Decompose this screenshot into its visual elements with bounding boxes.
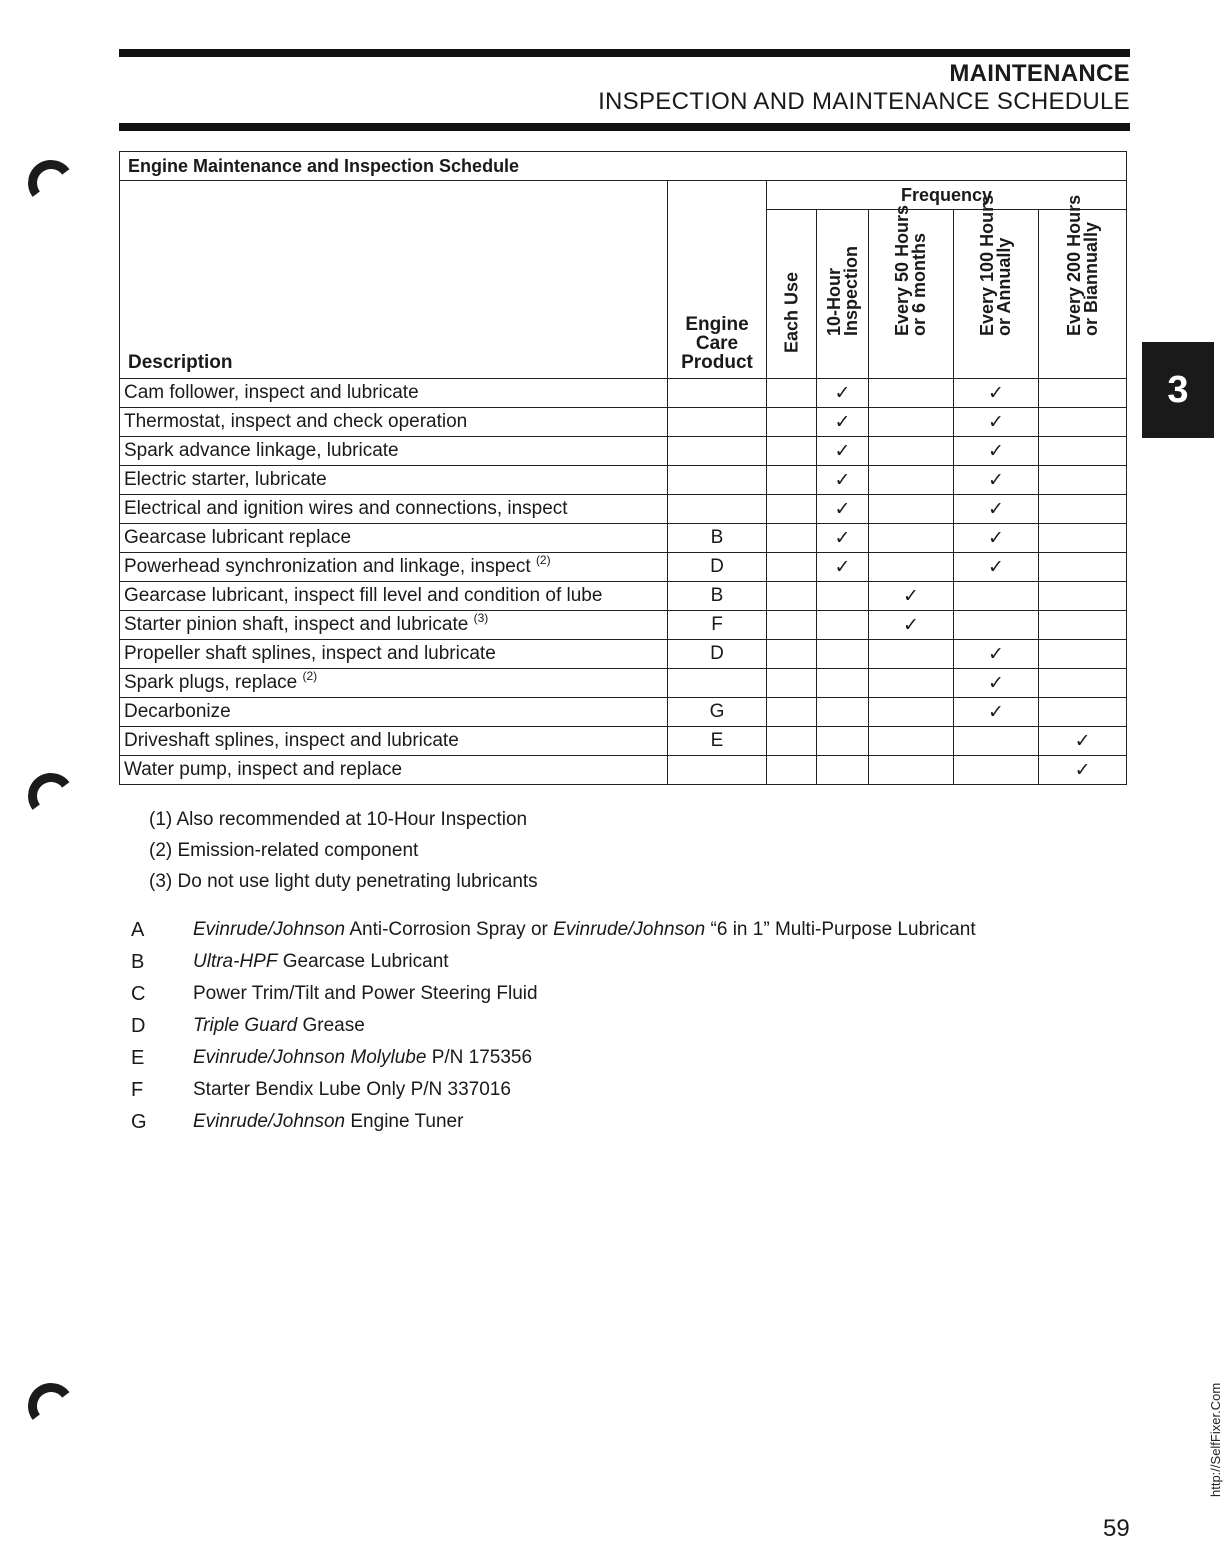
- frequency-label-line: Inspection: [840, 245, 861, 336]
- frequency-header: Frequency: [767, 181, 1127, 210]
- frequency-column-header: [869, 204, 954, 379]
- table-row: [120, 756, 1127, 785]
- schedule-body: [120, 379, 1127, 785]
- row-product: E: [668, 727, 767, 756]
- legend-text: [193, 983, 538, 1005]
- row-product: B: [668, 524, 767, 553]
- empty-cell: [817, 640, 869, 669]
- table-row: [120, 640, 1127, 669]
- empty-cell: [1039, 698, 1127, 727]
- frequency-column-label: [1063, 194, 1101, 336]
- row-description: [120, 437, 668, 466]
- row-description: [120, 408, 668, 437]
- table-row: [120, 466, 1127, 495]
- empty-cell: [1039, 437, 1127, 466]
- binder-hole-icon: [25, 1380, 77, 1432]
- table-row: [120, 379, 1127, 408]
- frequency-label-line: or Annually: [994, 237, 1014, 336]
- description-text: Starter pinion shaft, inspect and lubricate: [124, 614, 469, 635]
- empty-cell: [1039, 611, 1127, 640]
- footnote-ref: (3): [473, 611, 489, 625]
- row-product: [668, 756, 767, 785]
- empty-cell: [817, 611, 869, 640]
- empty-cell: [767, 495, 817, 524]
- empty-cell: [954, 582, 1039, 611]
- legend-item: [131, 978, 976, 1010]
- empty-cell: [767, 669, 817, 698]
- description-text: Electrical and ignition wires and connections, inspect: [124, 498, 568, 519]
- legend-letter: B: [131, 950, 145, 973]
- legend-item: [131, 1042, 976, 1074]
- table-row: [120, 524, 1127, 553]
- check-mark-icon: ✓: [954, 495, 1039, 524]
- empty-cell: [869, 727, 954, 756]
- empty-cell: [869, 466, 954, 495]
- row-description: [120, 553, 668, 582]
- row-description: [120, 756, 668, 785]
- row-product: [668, 408, 767, 437]
- check-mark-icon: ✓: [817, 495, 869, 524]
- table-row: [120, 669, 1127, 698]
- legend-letter: F: [131, 1078, 144, 1101]
- legend-text: [193, 919, 976, 941]
- frequency-column-header: [817, 210, 869, 379]
- empty-cell: [767, 408, 817, 437]
- description-text: Driveshaft splines, inspect and lubricate: [124, 730, 459, 751]
- check-mark-icon: ✓: [817, 553, 869, 582]
- legend-text-part: Anti-Corrosion Spray or: [345, 919, 554, 940]
- frequency-label-line: Every 50 Hours: [892, 204, 912, 336]
- empty-cell: [1039, 524, 1127, 553]
- legend-text: [193, 1111, 463, 1133]
- empty-cell: [817, 756, 869, 785]
- table-row: [120, 727, 1127, 756]
- check-mark-icon: ✓: [869, 582, 954, 611]
- check-mark-icon: ✓: [954, 408, 1039, 437]
- frequency-column-label: [979, 195, 1013, 336]
- footnote: (1) Also recommended at 10-Hour Inspection: [149, 809, 528, 830]
- legend-text-part: Gearcase Lubricant: [277, 951, 449, 972]
- page-number: 59: [1103, 1515, 1130, 1542]
- frequency-column-header: [1039, 194, 1127, 379]
- row-description: [120, 611, 668, 640]
- product-header: [668, 181, 767, 379]
- empty-cell: [1039, 669, 1127, 698]
- check-mark-icon: ✓: [954, 698, 1039, 727]
- check-mark-icon: ✓: [954, 640, 1039, 669]
- footnotes: [149, 804, 538, 897]
- frequency-column-header: [954, 194, 1039, 379]
- maintenance-schedule-table: [119, 151, 1127, 785]
- row-description: [120, 495, 668, 524]
- frequency-label-line: or 6 months: [909, 232, 929, 336]
- legend-item: [131, 914, 976, 946]
- empty-cell: [1039, 408, 1127, 437]
- legend-text-part: Evinrude/Johnson: [193, 919, 346, 940]
- check-mark-icon: ✓: [817, 437, 869, 466]
- table-row: [120, 582, 1127, 611]
- table-row: [120, 408, 1127, 437]
- empty-cell: [869, 669, 954, 698]
- empty-cell: [767, 698, 817, 727]
- legend-letter: A: [131, 918, 145, 941]
- binder-hole-icon: [25, 157, 77, 209]
- empty-cell: [1039, 379, 1127, 408]
- row-product: [668, 495, 767, 524]
- empty-cell: [869, 756, 954, 785]
- legend-item: [131, 946, 976, 978]
- row-description: [120, 379, 668, 408]
- row-description: [120, 524, 668, 553]
- check-mark-icon: ✓: [954, 524, 1039, 553]
- row-product: [668, 437, 767, 466]
- empty-cell: [817, 727, 869, 756]
- description-text: Cam follower, inspect and lubricate: [124, 382, 419, 403]
- footnote: (3) Do not use light duty penetrating lubricants: [149, 871, 538, 892]
- footnote-ref: (2): [302, 669, 318, 683]
- product-header-line: Product: [681, 352, 753, 373]
- description-text: Decarbonize: [124, 701, 231, 722]
- legend-text-part: Triple Guard: [193, 1015, 298, 1036]
- frequency-label-line: Every 200 Hours: [1063, 194, 1084, 336]
- legend-letter: D: [131, 1014, 146, 1037]
- check-mark-icon: ✓: [817, 408, 869, 437]
- empty-cell: [767, 727, 817, 756]
- description-text: Electric starter, lubricate: [124, 469, 327, 490]
- frequency-column-label: [894, 205, 928, 336]
- page-subtitle: INSPECTION AND MAINTENANCE SCHEDULE: [598, 88, 1130, 115]
- row-description: [120, 727, 668, 756]
- empty-cell: [767, 524, 817, 553]
- legend-item: [131, 1106, 976, 1138]
- legend-text-part: Engine Tuner: [345, 1111, 464, 1132]
- legend-item: [131, 1074, 976, 1106]
- description-text: Gearcase lubricant, inspect fill level and condition of lube: [124, 585, 603, 606]
- empty-cell: [869, 437, 954, 466]
- empty-cell: [869, 408, 954, 437]
- footnote: (2) Emission-related component: [149, 840, 419, 861]
- check-mark-icon: ✓: [869, 611, 954, 640]
- page-title: MAINTENANCE: [949, 60, 1130, 87]
- description-text: Thermostat, inspect and check operation: [124, 411, 468, 432]
- empty-cell: [869, 379, 954, 408]
- legend-text: [193, 951, 449, 973]
- empty-cell: [767, 466, 817, 495]
- empty-cell: [767, 756, 817, 785]
- description-text: Powerhead synchronization and linkage, inspect: [124, 556, 531, 577]
- legend-text-part: Power Trim/Tilt and Power Steering Fluid: [193, 983, 538, 1004]
- description-text: Spark advance linkage, lubricate: [124, 440, 399, 461]
- empty-cell: [1039, 495, 1127, 524]
- description-header: Description: [120, 181, 668, 379]
- check-mark-icon: ✓: [817, 466, 869, 495]
- check-mark-icon: ✓: [954, 379, 1039, 408]
- table-row: [120, 437, 1127, 466]
- frequency-label-line: or Biannually: [1080, 221, 1101, 336]
- empty-cell: [817, 698, 869, 727]
- row-product: B: [668, 582, 767, 611]
- legend-text-part: Evinrude/Johnson: [553, 919, 706, 940]
- row-product: [668, 379, 767, 408]
- empty-cell: [954, 727, 1039, 756]
- empty-cell: [767, 553, 817, 582]
- legend-text-part: Ultra-HPF: [193, 951, 278, 972]
- empty-cell: [869, 553, 954, 582]
- empty-cell: [767, 437, 817, 466]
- empty-cell: [1039, 640, 1127, 669]
- description-text: Propeller shaft splines, inspect and lubricate: [124, 643, 496, 664]
- empty-cell: [767, 379, 817, 408]
- check-mark-icon: ✓: [954, 553, 1039, 582]
- description-text: Water pump, inspect and replace: [124, 759, 403, 780]
- header-rule-top: [119, 49, 1130, 57]
- legend-text: [193, 1047, 532, 1069]
- row-product: F: [668, 611, 767, 640]
- check-mark-icon: ✓: [817, 524, 869, 553]
- table-row: [120, 553, 1127, 582]
- row-product: D: [668, 640, 767, 669]
- frequency-label-line: 10-Hour: [823, 267, 844, 336]
- legend-text-part: Evinrude/Johnson Molylube: [193, 1047, 427, 1068]
- header-rule-bottom: [119, 123, 1130, 131]
- row-description: [120, 466, 668, 495]
- legend-text-part: “6 in 1” Multi-Purpose Lubricant: [705, 919, 976, 940]
- empty-cell: [817, 669, 869, 698]
- frequency-column-label: [823, 245, 861, 336]
- row-product: [668, 466, 767, 495]
- empty-cell: [1039, 582, 1127, 611]
- row-description: [120, 640, 668, 669]
- row-description: [120, 582, 668, 611]
- check-mark-icon: ✓: [1039, 727, 1127, 756]
- frequency-label-line: Every 100 Hours: [977, 194, 997, 336]
- row-product: D: [668, 553, 767, 582]
- legend-item: [131, 1010, 976, 1042]
- section-tab: 3: [1142, 342, 1214, 438]
- table-row: [120, 611, 1127, 640]
- product-legend: [131, 914, 976, 1138]
- legend-letter: G: [131, 1110, 147, 1133]
- empty-cell: [869, 640, 954, 669]
- check-mark-icon: ✓: [817, 379, 869, 408]
- frequency-column-label: [783, 272, 800, 353]
- row-description: [120, 669, 668, 698]
- description-text: Spark plugs, replace: [124, 672, 298, 693]
- check-mark-icon: ✓: [1039, 756, 1127, 785]
- legend-text-part: Grease: [297, 1015, 365, 1036]
- row-product: [668, 669, 767, 698]
- empty-cell: [869, 495, 954, 524]
- legend-letter: C: [131, 982, 146, 1005]
- frequency-column-header: [767, 210, 817, 379]
- empty-cell: [869, 698, 954, 727]
- empty-cell: [767, 582, 817, 611]
- table-title: Engine Maintenance and Inspection Schedule: [120, 152, 1127, 181]
- empty-cell: [1039, 466, 1127, 495]
- legend-text-part: P/N 175356: [426, 1047, 533, 1068]
- empty-cell: [1039, 553, 1127, 582]
- row-description: [120, 698, 668, 727]
- empty-cell: [954, 611, 1039, 640]
- legend-text: [193, 1015, 365, 1037]
- product-header-line: Engine: [685, 314, 749, 335]
- legend-letter: E: [131, 1046, 145, 1069]
- check-mark-icon: ✓: [954, 437, 1039, 466]
- empty-cell: [767, 640, 817, 669]
- empty-cell: [767, 611, 817, 640]
- legend-text-part: Starter Bendix Lube Only P/N 337016: [193, 1079, 511, 1100]
- table-row: [120, 698, 1127, 727]
- check-mark-icon: ✓: [954, 466, 1039, 495]
- empty-cell: [954, 756, 1039, 785]
- product-header-line: Care: [695, 333, 739, 354]
- row-product: G: [668, 698, 767, 727]
- binder-hole-icon: [25, 770, 77, 822]
- frequency-label-line: Each Use: [781, 271, 801, 353]
- empty-cell: [869, 524, 954, 553]
- table-row: [120, 495, 1127, 524]
- legend-text: [193, 1079, 511, 1101]
- check-mark-icon: ✓: [954, 669, 1039, 698]
- footnote-ref: (2): [535, 553, 551, 567]
- legend-text-part: Evinrude/Johnson: [193, 1111, 346, 1132]
- empty-cell: [817, 582, 869, 611]
- description-text: Gearcase lubricant replace: [124, 527, 352, 548]
- watermark-url: http://SelfFixer.Com: [1208, 1382, 1223, 1497]
